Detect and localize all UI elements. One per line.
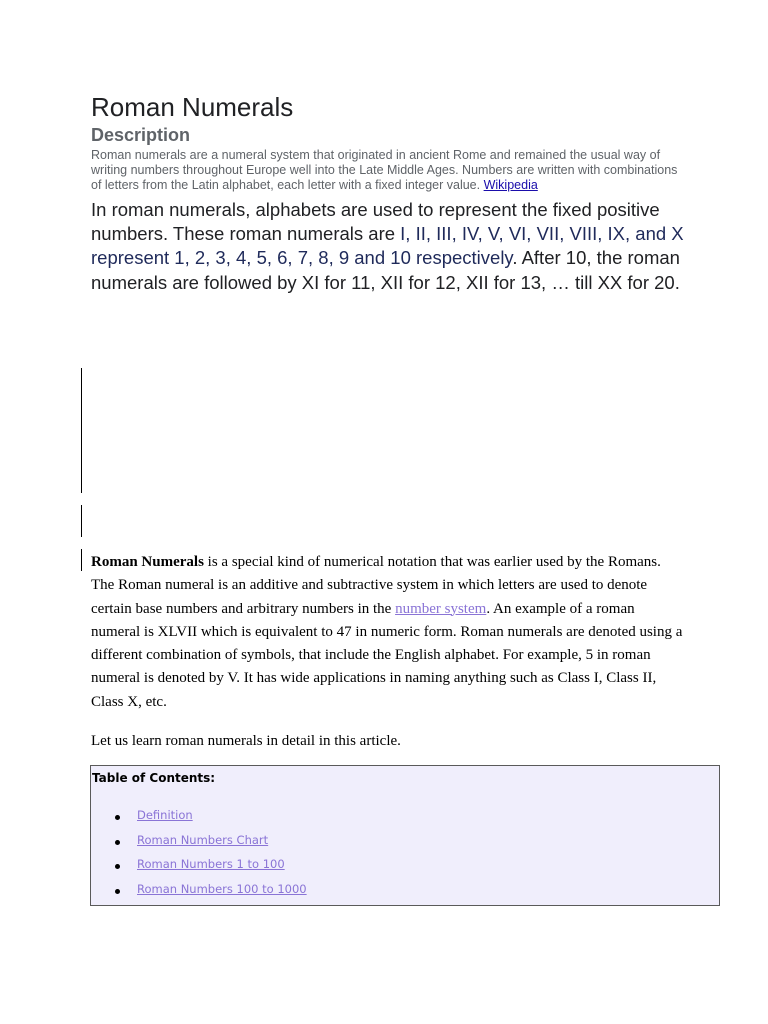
page-title: Roman Numerals <box>91 92 294 122</box>
description-body: Roman numerals are a numeral system that originated in ancient Rome and remained the usual way of writing numbers throughout Europe well into the Late Middle Ages. Numbers are written with combinations of letters from the Latin alphabet, each letter with a fixed integer value. <box>91 148 678 192</box>
text-cursor-line <box>81 549 82 571</box>
table-of-contents <box>90 765 720 906</box>
body-text-after-link: . An example of a roman numeral is XLVII which is equivalent to 47 in numeric form. Roman numerals are denoted using a different combination of symbols, that include the English alphabet. For example, 5 in roman numeral is denoted by V. It has wide applications in naming anything such as Class I, Class II, Class X, etc. <box>91 600 683 710</box>
wikipedia-link[interactable]: Wikipedia <box>483 178 538 192</box>
toc-title: Table of Contents: <box>92 771 216 785</box>
text-cursor-line <box>81 368 82 493</box>
number-system-link[interactable]: number system <box>395 600 487 617</box>
description-text <box>91 148 691 193</box>
bullet-icon <box>115 840 120 845</box>
body-text-before-link: is a special kind of numerical notation that was earlier used by the Romans. The Roman numeral is an additive and subtractive system in which letters are used to denote certain base numbers and arbitrary numbers in the <box>91 554 661 617</box>
intro-highlight: I, II, III, IV, V, VI, VII, VIII, IX, and X represent 1, 2, 3, 4, 5, 6, 7, 8, 9 and 10 respectively <box>91 223 684 269</box>
text-cursor-line <box>81 505 82 537</box>
bullet-icon <box>115 815 120 820</box>
learn-paragraph: Let us learn roman numerals in detail in this article. <box>91 733 401 749</box>
description-heading: Description <box>91 125 191 145</box>
body-paragraph <box>91 551 683 714</box>
bullet-icon <box>115 864 120 869</box>
intro-paragraph <box>91 198 691 295</box>
intro-part-2: . After 10, the roman numerals are followed by XI for 11, XII for 12, XII for 13, … till XX for 20. <box>91 247 680 293</box>
toc-link-roman-numbers-1-100[interactable]: Roman Numbers 1 to 100 <box>137 857 285 871</box>
toc-link-roman-numbers-100-1000[interactable]: Roman Numbers 100 to 1000 <box>137 881 307 896</box>
toc-link-roman-numbers-chart[interactable]: Roman Numbers Chart <box>137 832 269 847</box>
intro-part-1: In roman numerals, alphabets are used to represent the fixed positive numbers. These roman numerals are <box>91 199 660 245</box>
bullet-icon <box>115 889 120 894</box>
toc-link-definition[interactable]: Definition <box>137 808 193 822</box>
bold-term: Roman Numerals <box>91 554 204 570</box>
